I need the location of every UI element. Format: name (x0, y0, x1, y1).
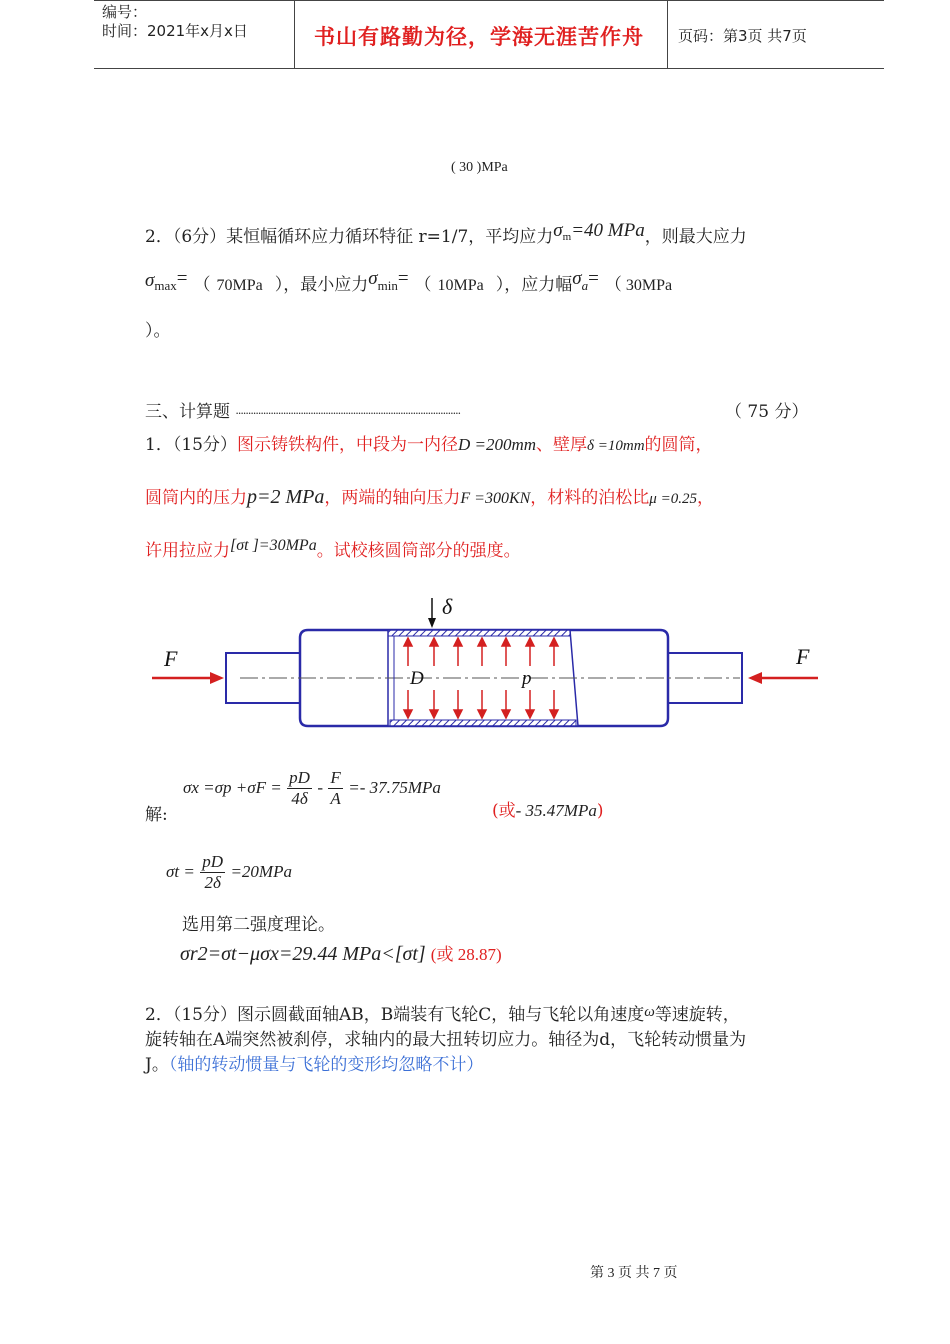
eq1-alternative: (或- 35.47MPa) (492, 801, 604, 821)
solution-label: 解: (145, 805, 168, 825)
sigma-a-value: 30MPa (625, 277, 673, 294)
eq2-rhs: =20MPa (230, 862, 292, 881)
solution-eq1 (183, 768, 441, 809)
calc1-prefix: 1．（15分） (145, 435, 237, 455)
header-time: 时间：2021年x月x日 (102, 22, 248, 40)
q2-line1-tail: ，则最大应力 (644, 227, 747, 247)
page-footer: 第 3 页 共 7 页 (590, 1266, 678, 1281)
calc2-text1: 2．（15分）图示圆截面轴AB，B端装有飞轮C，轴与飞轮以角速度 (145, 1005, 645, 1025)
sigma-max-sub: max (154, 278, 177, 293)
calc1-delta: δ =10mm (587, 438, 645, 454)
sigma-m-value: =40 MPa (571, 220, 645, 241)
calc2-line3 (145, 1050, 483, 1075)
label-F-right: F (796, 644, 810, 669)
calc2-note: （轴的转动惯量与飞轮的变形均忽略不计） (168, 1055, 484, 1075)
calc1-text5: ，两端的轴向压力 (324, 488, 461, 508)
sigma-a-symbol: σ (572, 268, 582, 289)
calc1-text9: 。试校核圆筒部分的强度。 (316, 541, 521, 561)
calc2-line2: 旋转轴在A端突然被刹停，求轴内的最大扭转切应力。轴径为d，飞轮转动惯量为 (145, 1030, 747, 1050)
q2-text: 2．（6分）某恒幅循环应力循环特征 r=1/7，平均应力 (145, 227, 554, 247)
calc1-line2 (145, 483, 714, 509)
eq1-frac1: $\frac{pD}{4\delta}$ (289, 768, 310, 808)
eq3: σr2=σt−μσx=29.44 MPa<[σt] (180, 943, 426, 965)
sigma-m-symbol: σ (553, 220, 563, 241)
axial-force-right-arrow (748, 672, 818, 684)
section3-title: 三、计算题 (145, 402, 230, 422)
eq1-rhs: =- 37.75MPa (348, 778, 441, 797)
calc2-text3: J。 (145, 1055, 169, 1075)
sigma-min-value: 10MPa (437, 277, 484, 294)
strength-theory: 选用第二强度理论。 (182, 915, 335, 935)
sigma-max-eq: = (176, 268, 188, 289)
calc1-F: F =300KN (460, 490, 531, 507)
eq1-minus: - (317, 778, 324, 797)
label-D: D (410, 668, 424, 689)
sigma-min-eq: = (397, 268, 409, 289)
sigma-m-sub: m (562, 231, 572, 243)
calc1-p: p=2 MPa (247, 486, 325, 508)
calc1-text1: 图示铸铁构件，中段为一内径 (236, 435, 458, 455)
q2-line2 (145, 270, 672, 296)
sigma-a-sub: a (581, 278, 589, 293)
calc1-text6: ，材料的泊松比 (530, 488, 650, 508)
sigma-max-open: （ (193, 275, 211, 295)
sigma-min-symbol: σ (368, 268, 378, 289)
label-delta: δ (442, 594, 453, 619)
previous-answer: ( 30 )MPa (451, 160, 508, 175)
label-p: p (522, 668, 532, 689)
calc2-line1 (145, 1000, 740, 1025)
calc2-text1-tail: 等速旋转， (654, 1005, 740, 1025)
label-F-left: F (164, 646, 178, 671)
sigma-a-open: （ (604, 275, 622, 295)
top-wall-hatch (388, 630, 570, 636)
header-bottom-rule (94, 68, 884, 69)
solution-eq3 (180, 940, 502, 966)
calc1-text4: 圆筒内的压力 (145, 488, 247, 508)
section3-leader-dots: ·························································································· (235, 407, 461, 420)
calc1-line3 (145, 536, 521, 561)
sigma-min-open: （ (414, 275, 432, 295)
header-page-number: 页码：第3页 共7页 (678, 27, 807, 45)
eq2-frac: $\frac{pD}{2\delta}$ (202, 852, 224, 892)
calc1-text3: 的圆筒， (644, 435, 713, 455)
thickness-indicator (428, 598, 436, 628)
eq1-frac2: $\frac{F}{A}$ (330, 768, 341, 808)
q2-line1 (145, 222, 747, 249)
calc1-D: D =200mm (457, 435, 537, 454)
header-top-rule (94, 0, 884, 1)
cast-iron-member-figure (140, 590, 830, 740)
sigma-a-eq: = (588, 268, 599, 289)
sigma-max-symbol: σ (145, 270, 155, 291)
calc1-sigma: [σt ]=30MPa (230, 537, 317, 554)
omega-symbol: ω (644, 1004, 655, 1020)
solution-eq2 (166, 852, 292, 893)
bottom-wall-hatch (390, 720, 576, 726)
calc1-text7: ， (696, 488, 714, 508)
calc1-line1 (145, 430, 713, 455)
q2-end: ）。 (145, 321, 171, 341)
eq3-alternative: (或 28.87) (430, 945, 502, 964)
header-divider-right (667, 0, 668, 68)
sigma-max-value: 70MPa (216, 277, 263, 294)
header-motto: 书山有路勤为径，学海无涯苦作舟 (314, 24, 644, 49)
sigma-max-close: ），最小应力 (274, 275, 369, 295)
sigma-min-close: ），应力幅 (495, 275, 573, 295)
axial-force-left-arrow (152, 672, 224, 684)
header-serial: 编号： (102, 3, 148, 21)
section3-title-row (145, 397, 460, 422)
section3-score: （ 75 分） (725, 402, 809, 422)
calc1-text2: 、壁厚 (536, 435, 588, 455)
header-divider-left (294, 0, 295, 68)
sigma-min-sub: min (377, 278, 398, 293)
eq1-alt-value: - 35.47MPa (515, 801, 597, 820)
eq2-lhs: σt = (166, 862, 195, 881)
calc1-text8: 许用拉应力 (145, 541, 230, 561)
calc1-mu: μ =0.25 (649, 491, 697, 507)
eq1-lhs: σx =σp +σF = (183, 778, 282, 797)
